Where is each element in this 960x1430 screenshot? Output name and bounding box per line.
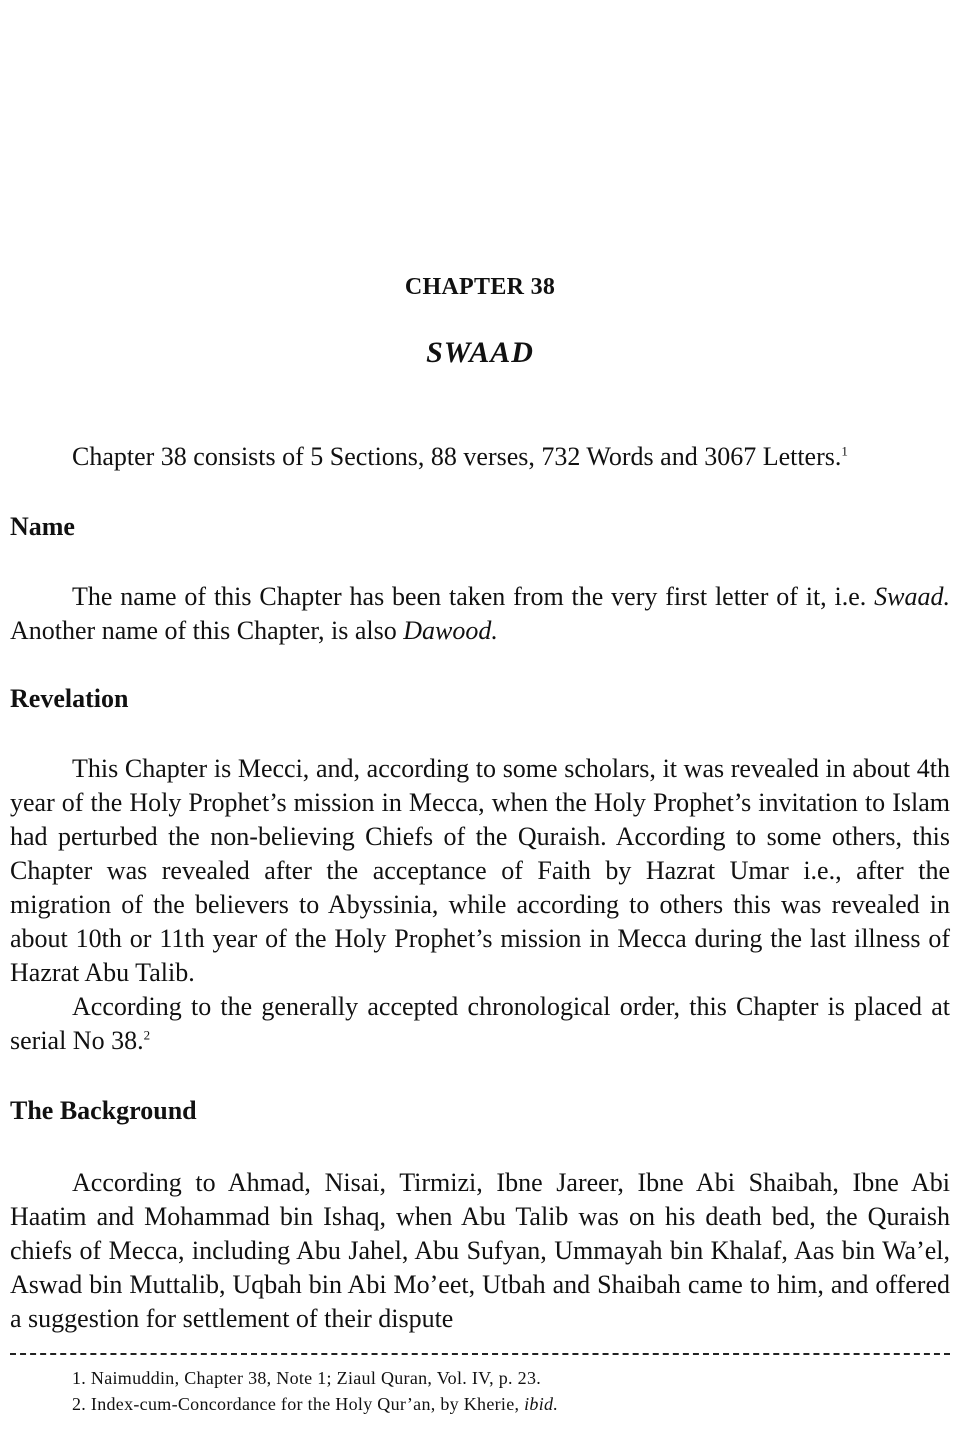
footnote-2-italic: ibid.: [524, 1394, 559, 1414]
background-paragraph-1: According to Ahmad, Nisai, Tirmizi, Ibne Jareer, Ibne Abi Shaibah, Ibne Abi Haatim and Mohammad bin Ishaq, when Abu Talib was on his death bed, the Quraish chiefs of Mecca, including Abu Jahel, Abu Sufyan, Ummayah bin Khalaf, Aas bin Wa’el, Aswad bin Muttalib, Uqbah bin Abi Mo’eet, Utbah and Shaibah came to him, and offered a suggestion for settlement of their dispute: [10, 1168, 950, 1333]
revelation-text-2: According to the generally accepted chronological order, this Chapter is placed at serial No 38.: [10, 992, 950, 1055]
footnote-divider: [10, 1353, 950, 1355]
footnote-ref-1: 1: [841, 443, 848, 459]
heading-background: The Background: [10, 1096, 197, 1125]
revelation-paragraph-1: This Chapter is Mecci, and, according to some scholars, it was revealed in about 4th year of the Holy Prophet’s mission in Mecca, when the Holy Prophet’s invitation to Islam had perturbed the non-believing Chiefs of the Quraish. According to some others, this Chapter was revealed after the acceptance of Faith by Hazrat Umar i.e., after the migration of the believers to Abyssinia, while according to others this was revealed in about 10th or 11th year of the Holy Prophet’s mission in Mecca during the last illness of Hazrat Abu Talib.: [10, 754, 950, 987]
book-page: [10, 0, 950, 1430]
footnote-ref-2: 2: [143, 1027, 151, 1043]
intro-text: Chapter 38 consists of 5 Sections, 88 verses, 732 Words and 3067 Letters.: [72, 442, 842, 471]
name-paragraph: [10, 580, 950, 648]
name-italic-dawood: Dawood.: [403, 616, 498, 645]
name-text-a: The name of this Chapter has been taken from the very first letter of it, i.e.: [72, 582, 875, 611]
footnote-2-text: 2. Index-cum-Concordance for the Holy Qur’an, by Kherie,: [72, 1394, 525, 1414]
name-italic-swaad: Swaad.: [874, 582, 950, 611]
heading-name: Name: [10, 512, 75, 541]
footnote-1: 1. Naimuddin, Chapter 38, Note 1; Ziaul Quran, Vol. IV, p. 23.: [72, 1368, 542, 1388]
revelation-paragraph-2: [10, 990, 950, 1058]
name-text-b: Another name of this Chapter, is also: [10, 616, 404, 645]
chapter-title: SWAAD: [426, 336, 534, 369]
footnote-2: [72, 1392, 558, 1416]
heading-revelation: Revelation: [10, 684, 129, 713]
chapter-label: CHAPTER 38: [404, 274, 556, 300]
intro-paragraph: [10, 440, 950, 474]
